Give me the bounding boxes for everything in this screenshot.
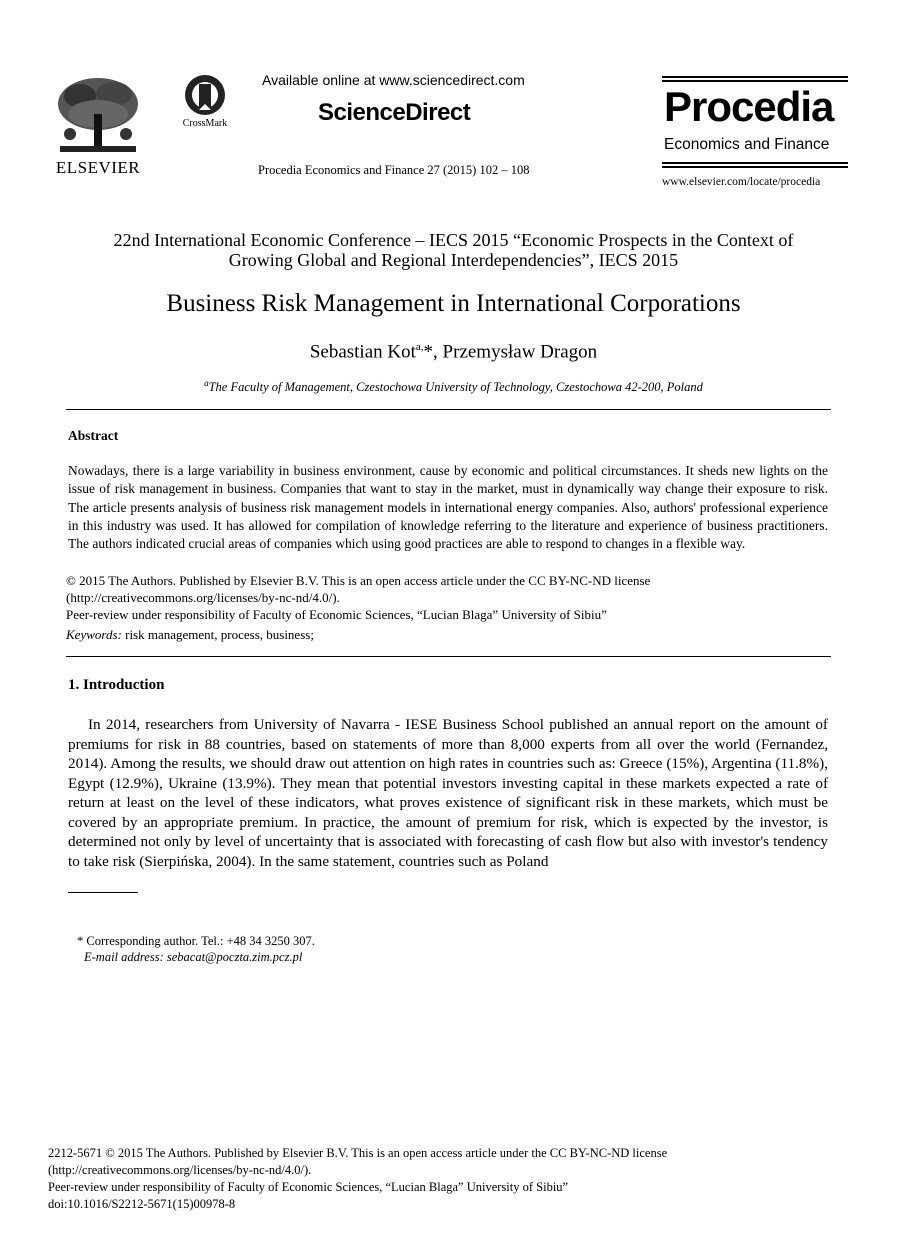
conference-name xyxy=(40,230,867,270)
keywords-text: risk management, process, business; xyxy=(121,627,314,642)
footer-peer-review: Peer-review under responsibility of Faculty of Economic Sciences, “Lucian Blaga” University of Sibiu” xyxy=(48,1180,569,1194)
section-heading-introduction: 1. Introduction xyxy=(68,677,165,693)
introduction-text: In 2014, researchers from University of Navarra - IESE Business School published an annual report on the amount of premiums for risk in 88 countries, based on statements of more than 8,000 experts from all over the world (Fernandez, 2014). Among the results, we should draw out attention on high rates in countries such as: Greece (15%), Argentina (11.8%), Egypt (12.9%), Ukraine (13.9%). They mean that potential investors investing capital in these markets expected a rate of return at least on the level of these indicators, what proves existence of significant risk in these markets, which must be covered by an appropriate premium. In practice, the amount of premium for risk, which is expected by the investor, is determined not only by level of uncertainty that is associated with forecasting of cash flow but also with investor's tendency to take risk (Sierpińska, 2004). In the same statement, countries such as Poland xyxy=(68,716,828,870)
procedia-rule-top-2 xyxy=(662,80,848,82)
footer-doi[interactable]: doi:10.1016/S2212-5671(15)00978-8 xyxy=(48,1197,236,1211)
footer-issn-line: 2212-5671 © 2015 The Authors. Published by Elsevier B.V. This is an open access article under the CC BY-NC-ND license xyxy=(48,1146,668,1160)
procedia-logo xyxy=(662,76,848,191)
affiliation xyxy=(40,378,867,395)
footnote-rule xyxy=(68,892,138,893)
abstract-heading: Abstract xyxy=(68,428,119,443)
article-title: Business Risk Management in International Corporations xyxy=(166,290,741,317)
crossmark-label: CrossMark xyxy=(182,118,228,129)
copyright-line: © 2015 The Authors. Published by Elsevier B.V. This is an open access article under the CC BY-NC-ND license xyxy=(66,573,651,588)
affiliation-mark: a xyxy=(204,378,209,388)
elsevier-logo xyxy=(50,74,146,180)
available-online: Available online at www.sciencedirect.com xyxy=(262,72,525,88)
license-link[interactable] xyxy=(66,589,340,606)
procedia-rule-bottom-2 xyxy=(662,166,848,168)
author-1-corresponding-mark: * xyxy=(423,341,434,363)
divider-top xyxy=(66,409,831,410)
elsevier-tree-icon xyxy=(50,74,146,158)
conference-line-1: 22nd International Economic Conference – IECS 2015 “Economic Prospects in the Context of xyxy=(113,230,794,250)
email-note[interactable]: E-mail address: sebacat@poczta.zim.pcz.pl xyxy=(84,950,303,964)
keywords-label: Keywords: xyxy=(66,627,122,642)
crossmark-badge[interactable] xyxy=(176,74,234,134)
procedia-title: Procedia xyxy=(664,83,834,130)
procedia-rule-bottom xyxy=(662,162,848,164)
procedia-url[interactable]: www.elsevier.com/locate/procedia xyxy=(662,176,821,188)
footer-license-link[interactable]: (http://creativecommons.org/licenses/by-nc-nd/4.0/). xyxy=(48,1163,312,1177)
divider-bottom xyxy=(66,656,831,657)
procedia-rule-top xyxy=(662,76,848,78)
peer-review-line: Peer-review under responsibility of Faculty of Economic Sciences, “Lucian Blaga” University of Sibiu” xyxy=(66,607,607,622)
crossmark-icon xyxy=(176,74,234,118)
sciencedirect-logo: ScienceDirect xyxy=(318,99,471,126)
journal-citation: Procedia Economics and Finance 27 (2015) 102 – 108 xyxy=(258,163,530,177)
author-2[interactable]: Przemysław Dragon xyxy=(442,341,598,363)
author-1-affiliation-mark: a, xyxy=(415,341,424,353)
procedia-subtitle: Economics and Finance xyxy=(664,136,830,153)
abstract-text: Nowadays, there is a large variability in business environment, cause by economic and political circumstances. It sheds new lights on the issue of risk management in business. Companies that want to stay in the market, must in dynamically way change their exposure to risk. The article presents analysis of business risk management models in international energy companies. Also, authors' professional experience in this industry was used. It has allowed for compilation of knowledge referring to the literature and experience of business practitioners. The authors indicated crucial areas of companies which using good practices are able to respond to changes in a flexible way. xyxy=(68,463,828,552)
conference-line-2: Growing Global and Regional Interdependencies”, IECS 2015 xyxy=(228,250,679,270)
author-separator: , xyxy=(433,341,443,363)
author-1[interactable]: Sebastian Kot xyxy=(309,341,416,363)
keywords-line xyxy=(66,626,314,643)
elsevier-wordmark: ELSEVIER xyxy=(55,158,141,177)
affiliation-text: The Faculty of Management, Czestochowa University of Technology, Czestochowa 42-200, Poland xyxy=(208,380,703,395)
corresponding-author-note: * Corresponding author. Tel.: +48 34 3250 307. xyxy=(77,934,315,948)
author-list xyxy=(40,341,867,363)
license-link-text[interactable]: (http://creativecommons.org/licenses/by-nc-nd/4.0/). xyxy=(66,590,340,605)
